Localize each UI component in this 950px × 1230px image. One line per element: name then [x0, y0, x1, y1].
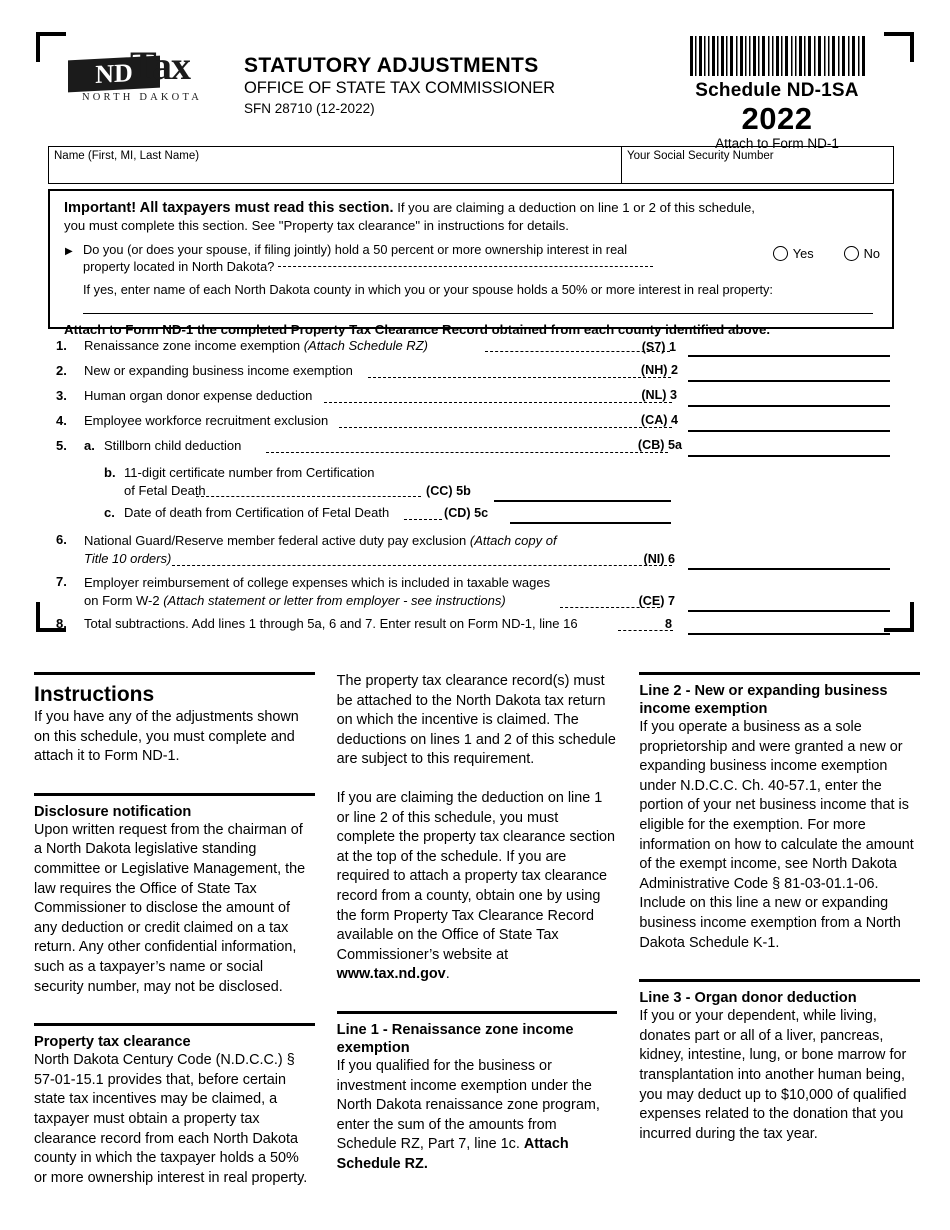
line-label-italic-2: Title 10 orders) [84, 551, 172, 566]
tax-website-link[interactable]: www.tax.nd.gov [336, 966, 446, 983]
table-row [48, 616, 894, 643]
line-answer-input[interactable] [688, 355, 890, 357]
table-row [48, 438, 894, 465]
line-answer-input[interactable] [510, 522, 671, 524]
clearance-body: North Dakota Century Code (N.D.C.C.) § 57-01-15.1 provides that, before certain state tax incentives may be claimed, a taxpayer must obtain a property tax clearance record from each North Dakota county in which the taxpayer holds a 50% or more ownership interest in real property. [34, 1052, 308, 1186]
table-row [48, 532, 894, 574]
line-sub-number: a. [84, 438, 95, 453]
line-label: Stillborn child deduction [104, 438, 242, 453]
line-label: Employee workforce recruitment exclusion [84, 413, 329, 428]
divider [337, 1011, 618, 1014]
important-lead-bold: Important! All taxpayers must read this section. [64, 200, 394, 216]
disclosure-body: Upon written request from the chairman of a North Dakota legislative standing committee or Legislative Management, the law requires the Office of State Tax Commissioner to disclose the amount of any deduction or credit claimed on a tax return. Any other confidential information, such as a taxpayer’s name or social security number, may not be disclosed. [34, 821, 306, 995]
line-label-text: National Guard/Reserve member federal active duty pay exclusion [84, 533, 470, 548]
name-field[interactable] [49, 147, 622, 183]
line1-attach-note: Attach Schedule RZ. [336, 1136, 569, 1172]
line-answer-input[interactable] [688, 610, 890, 612]
line-number: 3. [56, 388, 67, 403]
line-code: 8 [664, 617, 672, 631]
line1-heading: Line 1 - Renaissance zone income exemption [336, 1021, 574, 1056]
ownership-question [64, 241, 878, 275]
line-label-text: Renaissance zone income exemption [84, 338, 304, 353]
leader-dots [368, 377, 671, 378]
line-number: 6. [56, 532, 67, 547]
divider [34, 793, 315, 796]
radio-no-label: No [863, 246, 880, 261]
line-number: 7. [56, 574, 67, 589]
line-number: 4. [56, 413, 67, 428]
line3-heading: Line 3 - Organ donor deduction [639, 990, 857, 1007]
nd-tax-logo [68, 43, 218, 103]
attach-note: Attach to Form ND-1 [715, 136, 839, 151]
line-code: (CC) 5b [426, 484, 471, 498]
line2-body: If you operate a business as a sole proprietorship and were granted a new or expanding business income exemption under N.D.C.C. Ch. 40-57.1, enter the portion of your net business income that is eligible for the exemption. For more information on how to calculate the amount of the exempt income, see North Dakota Administrative Code § 81-03-01.1-06. Include on this line a new or expanding business income exemption from a North Dakota Schedule K-1. [639, 719, 914, 951]
line-answer-input[interactable] [688, 380, 890, 382]
divider [639, 672, 920, 675]
table-row [48, 505, 894, 532]
important-section [48, 189, 894, 337]
line-code: (CA) 4 [640, 413, 678, 427]
line-label-second: of Fetal Death [124, 483, 206, 498]
line-sub-number: c. [104, 505, 115, 520]
instructions-heading: Instructions [34, 683, 155, 706]
ssn-field[interactable] [622, 147, 893, 183]
line-label: New or expanding business income exemption [84, 363, 353, 378]
line-label: Date of death from Certification of Fetal Death [124, 505, 390, 520]
line-sub-number: b. [104, 465, 116, 480]
line-answer-input[interactable] [688, 405, 890, 407]
line1-body-text: If you qualified for the business or investment income exemption under the North Dakota renaissance zone program, enter the sum of the amounts from Schedule RZ, Part 7, line 1c. [336, 1057, 600, 1153]
line-label-italic: (Attach Schedule RZ) [303, 338, 428, 353]
ownership-question-line1: Do you (or does your spouse, if filing jointly) hold a 50 percent or more ownership interest in real [83, 242, 628, 257]
divider [639, 979, 920, 982]
form-header [48, 36, 902, 151]
leader-dots [266, 452, 668, 453]
divider [34, 672, 315, 675]
title-block [244, 54, 555, 118]
leader-dots [404, 519, 442, 520]
taxpayer-identification-box [48, 146, 894, 184]
line-code: (CD) 5c [444, 506, 489, 520]
radio-yes-label: Yes [792, 246, 814, 261]
table-row [48, 363, 894, 388]
line-number: 8. [56, 616, 67, 631]
logo-mark [68, 43, 216, 90]
line-code: (NI) 6 [643, 552, 675, 566]
instructions-intro: If you have any of the adjustments shown on this schedule, you must complete and attach it to Form ND-1. [34, 709, 299, 765]
line-number: 5. [56, 438, 67, 453]
table-row [48, 388, 894, 413]
instructions-column-1 [34, 672, 315, 1188]
logo-tax-text: Tax [130, 43, 191, 88]
name-label: Name (First, MI, Last Name) [54, 150, 200, 162]
instructions-column-3 [639, 672, 920, 1188]
divider [34, 1023, 315, 1026]
instructions-section [34, 672, 920, 1188]
line-answer-input[interactable] [494, 500, 671, 502]
line3-body: If you or your dependent, while living, donates part or all of a liver, pancreas, kidney, intestine, lung, or bone marrow for transplantation into another human being, you may deduct up to $10,000 of qualified expenses related to the donation that you incurred during the tax year. [639, 1008, 907, 1142]
line-code: (NH) 2 [640, 363, 678, 377]
if-yes-instruction: If yes, enter name of each North Dakota county in which you or your spouse holds a 50% or more interest in real property: [83, 282, 773, 297]
schedule-number: Schedule ND-1SA [695, 80, 859, 101]
attach-clearance-note: Attach to Form ND-1 the completed Property Tax Clearance Record obtained from each county identified above. [64, 322, 771, 337]
leader-dots [172, 565, 672, 566]
line-label: Total subtractions. Add lines 1 through 5a, 6 and 7. Enter result on Form ND-1, line 16 [84, 616, 578, 631]
line1-body [337, 1057, 618, 1175]
important-lead-rest: If you are claiming a deduction on line 1 or 2 of this schedule, [393, 200, 755, 215]
line-label-text-2: on Form W-2 [84, 593, 164, 608]
disclosure-heading: Disclosure notification [34, 803, 192, 820]
line-label-second [84, 593, 506, 608]
yes-no-radio-group[interactable] [773, 246, 880, 261]
leader-dots [278, 266, 653, 267]
tax-year: 2022 [741, 101, 813, 136]
line-code: (CB) 5a [637, 438, 682, 452]
line-label [84, 533, 557, 548]
important-lead [64, 199, 878, 217]
schedule-block [652, 36, 902, 152]
sfn-number: SFN 28710 (12-2022) [244, 101, 375, 116]
leader-dots [196, 496, 421, 497]
clearance-claim-text: If you are claiming the deduction on line 1 or line 2 of this schedule, you must complete the property tax clearance section at the top of the schedule. If you are required to attach a property tax clearance record from a county, obtain one by using the form Property Tax Clearance Record available on the Office of State Tax Commissioner’s website at [336, 789, 616, 963]
clearance-heading: Property tax clearance [34, 1034, 191, 1051]
radio-circle-icon[interactable] [844, 246, 859, 261]
page-title: STATUTORY ADJUSTMENTS [244, 54, 539, 77]
logo-nd-text: ND [68, 56, 160, 93]
radio-no[interactable] [844, 246, 880, 261]
table-row [48, 413, 894, 438]
line-answer-input[interactable] [688, 430, 890, 432]
line-answer-input[interactable] [688, 633, 890, 635]
leader-dots [324, 402, 672, 403]
radio-yes[interactable] [773, 246, 814, 261]
county-input-line[interactable] [83, 302, 873, 314]
barcode-icon [688, 36, 866, 76]
clearance-claim-para [337, 789, 618, 985]
line-label: Human organ donor expense deduction [84, 388, 313, 403]
table-row [48, 338, 894, 363]
line-label [84, 338, 428, 353]
line-code: (CE) 7 [638, 594, 675, 608]
line-code: (S7) 1 [641, 340, 676, 354]
line-code: (NL) 3 [641, 388, 677, 402]
table-row [48, 574, 894, 616]
ssn-label: Your Social Security Number [627, 150, 774, 162]
leader-dots [339, 427, 672, 428]
line-label: Employer reimbursement of college expenses which is included in taxable wages [84, 575, 551, 590]
clearance-claim-end: . [445, 966, 450, 983]
line-answer-input[interactable] [688, 568, 890, 570]
table-row [48, 465, 894, 505]
arrow-right-icon: ▶ [65, 246, 73, 257]
office-subtitle: OFFICE OF STATE TAX COMMISSIONER [244, 79, 555, 97]
clearance-record-para: The property tax clearance record(s) must be attached to the North Dakota tax return on which the incentive is claimed. The deductions on lines 1 and 2 of this schedule are subject to this requirement. [336, 673, 616, 768]
radio-circle-icon[interactable] [773, 246, 788, 261]
line-label-italic-2: (Attach statement or letter from employer - see instructions) [163, 593, 506, 608]
line-answer-input[interactable] [688, 455, 890, 457]
line-number: 1. [56, 338, 67, 353]
line-number: 2. [56, 363, 67, 378]
adjustment-lines [48, 338, 894, 643]
line-label-second [84, 551, 171, 566]
ownership-question-line2: property located in North Dakota? [83, 259, 275, 274]
line-label-italic: (Attach copy of [469, 533, 557, 548]
logo-state-text: NORTH DAKOTA [81, 92, 203, 103]
line-label: 11-digit certificate number from Certification [124, 465, 375, 480]
important-lead-line2: you must complete this section. See "Property tax clearance" in instructions for details. [64, 218, 569, 233]
instructions-column-2 [337, 672, 618, 1188]
line2-heading: Line 2 - New or expanding business income exemption [639, 683, 888, 717]
